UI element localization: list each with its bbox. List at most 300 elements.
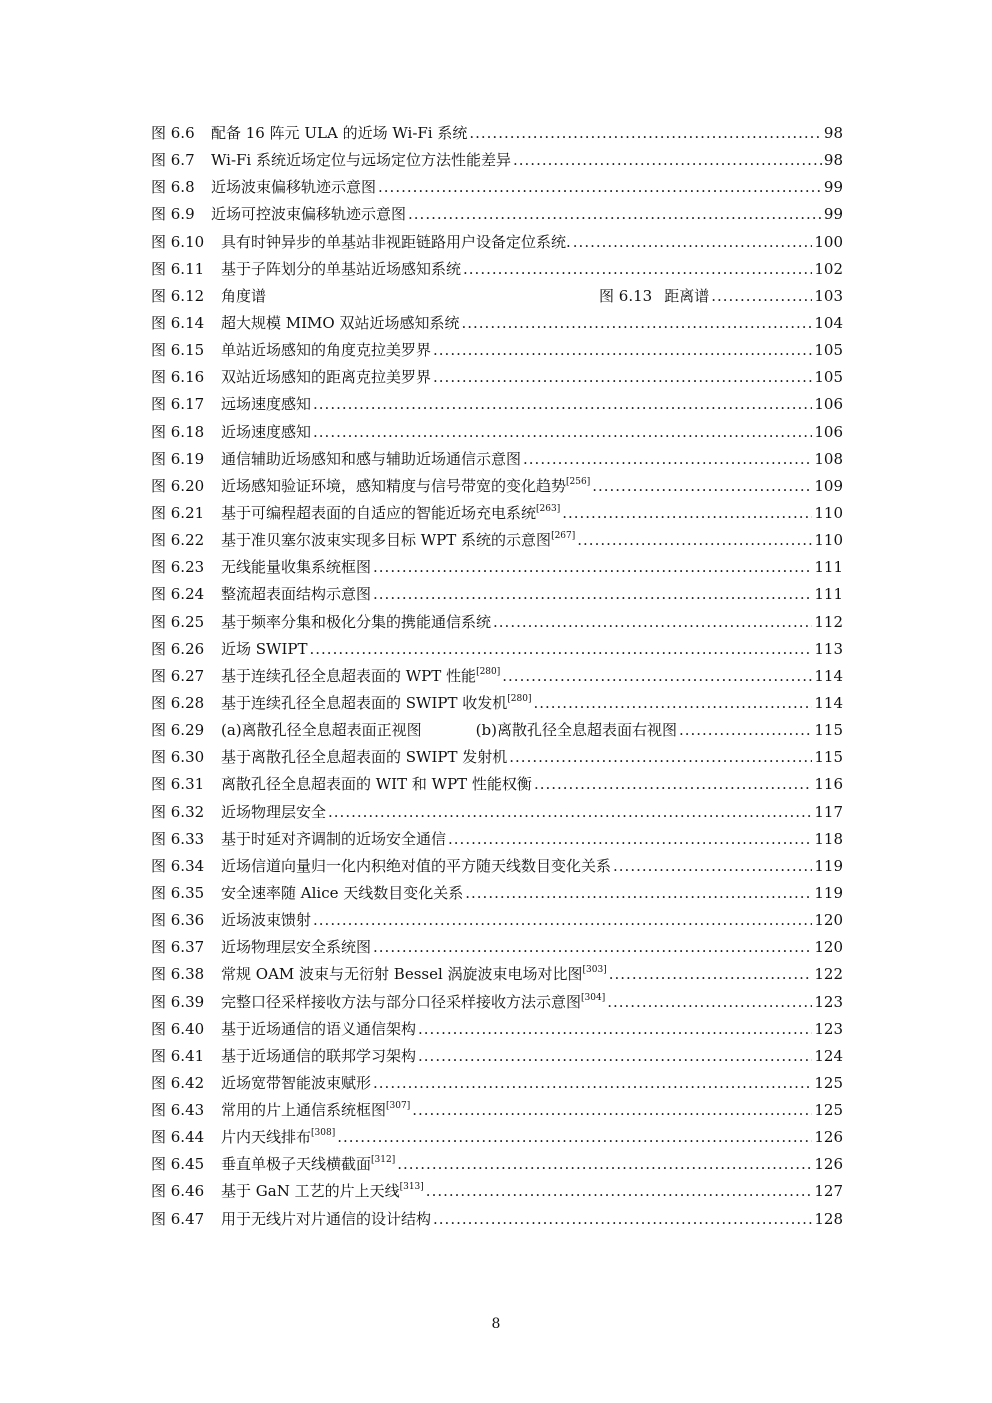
toc-entry-body [221,909,843,931]
toc-entry-body [221,448,843,470]
figure-number: 图 6.35 [151,883,205,902]
page-ref: 119 [814,883,843,902]
page-ref: 105 [814,368,843,387]
citation-ref: [304] [581,992,606,1003]
dot-leader [433,1208,812,1230]
dot-leader [465,882,812,904]
figure-title [221,801,326,823]
page-number: 8 [491,1316,501,1332]
dot-leader [448,828,812,850]
toc-entry-body [221,882,843,904]
toc-entry[interactable] [151,611,843,638]
toc-entry-body [221,719,843,741]
figure-number: 图 6.25 [151,612,205,631]
figure-title [221,828,446,850]
citation-ref: [313] [399,1182,424,1193]
figure-number: 图 6.36 [151,911,205,930]
toc-entry-body [221,1180,843,1202]
page-ref: 126 [814,1128,843,1147]
figure-title [221,475,590,497]
figure-title-text: 整流超表面结构示意图 [221,585,372,604]
figure-title-text: 近场波束偏移轨迹示意图 [211,178,377,197]
toc-entry-body [221,991,843,1013]
page-ref: 122 [814,965,843,984]
toc-entry[interactable] [151,258,843,285]
toc-entry-body [221,529,843,551]
toc-entry-body [221,855,843,877]
toc-entry[interactable] [151,638,843,665]
figure-title [221,611,491,633]
toc-entry[interactable] [151,231,843,258]
citation-ref: [280] [507,693,532,704]
figure-number: 图 6.16 [151,368,205,387]
toc-entry-body [221,1045,843,1067]
toc-entry[interactable] [151,719,843,746]
figure-title-text: 角度谱 [221,286,267,305]
dot-leader [577,529,812,551]
toc-entry-body [221,1153,843,1175]
figure-number: 图 6.37 [151,938,205,957]
page-ref: 102 [814,259,843,278]
toc-entry[interactable] [151,828,843,855]
dot-leader [523,448,812,470]
figure-number: 图 6.7 [151,151,195,170]
toc-entry[interactable] [151,583,843,610]
dot-leader [509,746,812,768]
toc-entry[interactable] [151,122,843,149]
page-ref: 98 [823,124,843,142]
dot-leader [373,583,812,605]
toc-entry-body [221,1072,843,1094]
figure-number: 图 6.14 [151,313,205,332]
page-ref: 124 [814,1046,843,1065]
toc-entry-body [221,421,843,443]
page-ref: 126 [814,1155,843,1174]
toc-entry-body [221,1018,843,1040]
toc-entry[interactable] [151,176,843,203]
figure-title [221,1018,416,1040]
dot-leader [408,203,822,225]
figure-title-text: 基于准贝塞尔波束实现多目标 WPT 系统的示意图 [221,531,552,550]
dot-leader [412,1099,812,1121]
toc-entry[interactable] [151,502,843,529]
figure-title-text: (a)离散孔径全息超表面正视图 [221,721,422,740]
toc-entry[interactable] [151,801,843,828]
figure-title-text: 近场物理层安全 [221,802,327,821]
citation-ref: [308] [311,1128,336,1139]
toc-entry[interactable] [151,366,843,393]
figure-title-text: 用于无线片对片通信的设计结构 [221,1209,432,1228]
dot-leader [313,909,812,931]
figure-number: 图 6.45 [151,1155,205,1174]
figure-number: 图 6.17 [151,395,205,414]
page-ref: 109 [814,476,843,495]
dot-leader [461,312,812,334]
page-ref: 120 [814,938,843,957]
figure-title-text: 基于可编程超表面的自适应的智能近场充电系统 [221,503,537,522]
toc-entry-body [221,285,843,307]
toc-entry[interactable] [151,963,843,990]
figure-title [221,312,459,334]
page-ref: 115 [814,748,843,767]
page-ref: 123 [814,992,843,1011]
figure-number: 图 6.42 [151,1073,205,1092]
figure-title-text: Wi-Fi 系统近场定位与远场定位方法性能差异 [211,151,511,170]
toc-entry[interactable] [151,1072,843,1099]
figure-number: 图 6.41 [151,1046,205,1065]
page-ref: 117 [814,802,843,821]
figure-title-text: 基于时延对齐调制的近场安全通信 [221,829,447,848]
toc-entry-body [221,366,843,388]
page-ref: 111 [814,558,843,577]
figure-title-text: 完整口径采样接收方法与部分口径采样接收方法示意图 [221,992,582,1011]
figure-title [221,773,532,795]
figure-title-text: 垂直单极子天线横截面 [221,1155,372,1174]
dot-leader [418,1018,812,1040]
figure-number: 图 6.12 [151,286,205,305]
figure-title [211,203,406,225]
toc-entry-body [211,203,843,225]
page-ref: 114 [814,693,843,712]
figure-number: 图 6.11 [151,259,205,278]
toc-entry-body [221,828,843,850]
dot-leader [313,421,812,443]
figure-title-text: 基于连续孔径全息超表面的 SWIPT 收发机 [221,693,508,712]
figure-number: 图 6.19 [151,449,205,468]
dot-leader [433,366,812,388]
toc-entry-body [211,149,843,171]
toc-entry-body [221,665,843,687]
figure-number: 图 6.24 [151,585,205,604]
toc-entry-body [221,312,843,334]
figure-title-text: 超大规模 MIMO 双站近场感知系统 [221,313,460,332]
page-ref: 103 [814,286,843,305]
citation-ref: [256] [566,476,591,487]
figure-number: 图 6.21 [151,503,205,522]
dot-leader [378,176,822,198]
toc-entry[interactable] [151,421,843,448]
figure-title [221,556,371,578]
toc-entry-body [211,122,843,144]
figure-title-text: 片内天线排布 [221,1128,312,1147]
page-ref: 112 [814,612,843,631]
figure-number: 图 6.32 [151,802,205,821]
figure-title-text: 双站近场感知的距离克拉美罗界 [221,368,432,387]
figure-number: 图 6.43 [151,1101,205,1120]
figure-title-text: 基于子阵划分的单基站近场感知系统 [221,259,462,278]
toc-entry[interactable] [151,285,843,312]
figure-title-text: 近场可控波束偏移轨迹示意图 [211,205,407,224]
figure-title-text: 安全速率随 Alice 天线数目变化关系 [221,883,464,902]
toc-entry[interactable] [151,692,843,719]
citation-ref: [267] [551,531,576,542]
figure-title [221,285,266,307]
figure-title [211,122,467,144]
toc-entry[interactable] [151,448,843,475]
figure-title [221,529,575,551]
toc-entry-body [211,176,843,198]
toc-entry-body [221,339,843,361]
dot-leader [613,855,812,877]
toc-entry-body [221,393,843,415]
toc-entry[interactable] [151,909,843,936]
citation-ref: [263] [536,503,561,514]
figure-title [221,855,611,877]
page-ref: 115 [814,721,843,740]
figure-number: 图 6.15 [151,341,205,360]
figure-number: 图 6.18 [151,422,205,441]
figure-title-secondary: (b)离散孔径全息超表面右视图 [475,721,677,740]
toc-entry[interactable] [151,882,843,909]
figure-title [221,258,461,280]
dot-leader [679,719,812,741]
figure-title [221,1072,371,1094]
page-ref: 110 [814,503,843,522]
figure-number: 图 6.29 [151,721,205,740]
toc-entry[interactable] [151,773,843,800]
figure-title [221,963,607,985]
toc-entry-body [221,475,843,497]
figure-number: 图 6.8 [151,178,195,197]
dot-leader [373,1072,812,1094]
toc-entry[interactable] [151,149,843,176]
toc-entry-body [221,746,843,768]
figure-title [221,421,311,443]
toc-entry[interactable] [151,556,843,583]
figure-title-text: 近场物理层安全系统图 [221,938,372,957]
figure-title [221,991,605,1013]
dot-leader [493,611,812,633]
page-ref: 114 [814,666,843,685]
figure-title-text: 近场速度感知 [221,422,312,441]
figure-title-text: 基于连续孔径全息超表面的 WPT 性能 [221,666,477,685]
dot-leader [534,773,812,795]
figure-title [221,366,431,388]
toc-entry-body [221,556,843,578]
toc-entry[interactable] [151,746,843,773]
toc-entry-body [221,1208,843,1230]
dot-leader [607,991,812,1013]
figure-number: 图 6.30 [151,748,205,767]
figure-title [221,936,371,958]
dot-leader [463,258,812,280]
dot-leader [328,801,812,823]
dot-leader [433,339,812,361]
figure-number: 图 6.27 [151,666,205,685]
page-ref: 120 [814,911,843,930]
figure-title [221,665,500,687]
toc-entry[interactable] [151,936,843,963]
page-ref: 128 [814,1209,843,1228]
figure-number: 图 6.10 [151,232,205,251]
page-ref: 105 [814,341,843,360]
figure-title [221,882,463,904]
figure-title-text: 常规 OAM 波束与无衍射 Bessel 涡旋波束电场对比图 [221,965,583,984]
toc-entry-body [221,801,843,823]
figure-title [221,1045,416,1067]
toc-entry[interactable] [151,1018,843,1045]
figure-title-text: 近场宽带智能波束赋形 [221,1073,372,1092]
citation-ref: [312] [371,1155,396,1166]
toc-entry[interactable] [151,529,843,556]
figure-title-secondary: 距离谱 [664,286,710,305]
page-ref: 111 [814,585,843,604]
toc-entry[interactable] [151,475,843,502]
figure-title [221,231,571,253]
figure-title-text: 基于近场通信的语义通信架构 [221,1019,417,1038]
figure-title [221,502,560,524]
toc-entry[interactable] [151,393,843,420]
page-ref: 104 [814,313,843,332]
toc-entry-body [221,1099,843,1121]
figure-title-text: 基于近场通信的联邦学习架构 [221,1046,417,1065]
page-ref: 125 [814,1101,843,1120]
toc-entry-body [221,611,843,633]
figure-title-text: 基于频率分集和极化分集的携能通信系统 [221,612,492,631]
figure-title [221,448,521,470]
figure-title-text: 基于 GaN 工艺的片上天线 [221,1182,400,1201]
page-ref: 100 [814,232,843,251]
page-ref: 127 [814,1182,843,1201]
toc-entry[interactable] [151,1180,843,1207]
list-of-figures [151,122,843,1235]
dot-leader [397,1153,812,1175]
figure-title-text: 离散孔径全息超表面的 WIT 和 WPT 性能权衡 [221,775,532,794]
dot-leader [373,936,812,958]
figure-title-text: 通信辅助近场感知和感与辅助近场通信示意图 [221,449,522,468]
dot-leader [513,149,822,171]
citation-ref: [280] [476,666,501,677]
page-ref: 119 [814,856,843,875]
page-ref: 125 [814,1073,843,1092]
toc-entry[interactable] [151,1045,843,1072]
figure-number: 图 6.34 [151,856,205,875]
figure-number: 图 6.40 [151,1019,205,1038]
toc-entry-body [221,1126,843,1148]
figure-title-text: 近场 SWIPT [221,639,308,658]
figure-number: 图 6.26 [151,639,205,658]
figure-title [221,393,311,415]
figure-title [211,176,376,198]
dot-leader [426,1180,813,1202]
page-ref: 108 [814,449,843,468]
dot-leader [573,231,813,253]
toc-entry-body [221,258,843,280]
toc-entry-body [221,936,843,958]
figure-title-text: 近场感知验证环境，感知精度与信号带宽的变化趋势 [221,476,567,495]
toc-entry[interactable] [151,339,843,366]
figure-title-text: 近场波束馈射 [221,911,312,930]
figure-title [221,583,371,605]
figure-title-text: 单站近场感知的角度克拉美罗界 [221,341,432,360]
toc-entry[interactable] [151,991,843,1018]
figure-number: 图 6.38 [151,965,205,984]
figure-title [221,638,308,660]
figure-title-text: 配备 16 阵元 ULA 的近场 Wi-Fi 系统 [211,124,468,142]
figure-number: 图 6.6 [151,124,195,142]
dot-leader [533,692,812,714]
figure-number: 图 6.33 [151,829,205,848]
figure-title [221,1099,410,1121]
page-ref: 123 [814,1019,843,1038]
figure-title-text: 远场速度感知 [221,395,312,414]
dot-leader [502,665,812,687]
figure-title [221,746,507,768]
dot-leader [609,963,813,985]
figure-title-text: 常用的片上通信系统框图 [221,1101,387,1120]
dot-leader [562,502,812,524]
figure-number: 图 6.39 [151,992,205,1011]
figure-title [211,149,511,171]
dot-leader [310,638,813,660]
dot-leader [592,475,812,497]
page-ref: 99 [823,205,843,224]
figure-number: 图 6.47 [151,1209,205,1228]
figure-title-text: 基于离散孔径全息超表面的 SWIPT 发射机 [221,748,508,767]
toc-entry-body [221,692,843,714]
toc-entry[interactable] [151,665,843,692]
figure-title [221,1208,431,1230]
toc-entry-body [221,583,843,605]
citation-ref: [307] [386,1101,411,1112]
toc-entry[interactable] [151,312,843,339]
toc-entry-body [221,231,843,253]
figure-title [221,1153,395,1175]
toc-entry-body [221,638,843,660]
figure-number: 图 6.22 [151,531,205,550]
figure-title [221,339,431,361]
dot-leader [313,393,812,415]
citation-ref: [303] [582,965,607,976]
toc-entry[interactable] [151,855,843,882]
figure-number-secondary: 图 6.13 [599,286,653,305]
page-ref: 116 [814,775,843,794]
figure-title [221,909,311,931]
figure-number: 图 6.9 [151,205,195,224]
figure-title [221,1126,335,1148]
figure-number: 图 6.20 [151,476,205,495]
page-ref: 98 [823,151,843,170]
toc-entry[interactable] [151,1153,843,1180]
toc-entry-body [221,773,843,795]
page-ref: 106 [814,395,843,414]
page-ref: 113 [814,639,843,658]
dot-leader [469,122,822,144]
figure-title-text: 无线能量收集系统框图 [221,558,372,577]
figure-title [221,692,531,714]
page-ref: 118 [814,829,843,848]
dot-leader [373,556,812,578]
toc-entry[interactable] [151,1126,843,1153]
page-ref: 106 [814,422,843,441]
figure-title [221,1180,424,1202]
toc-entry[interactable] [151,1099,843,1126]
figure-number: 图 6.31 [151,775,205,794]
figure-number: 图 6.23 [151,558,205,577]
page-ref: 99 [823,178,843,197]
dot-leader [337,1126,812,1148]
toc-entry-body [221,963,843,985]
figure-number: 图 6.44 [151,1128,205,1147]
figure-number: 图 6.28 [151,693,205,712]
figure-number: 图 6.46 [151,1182,205,1201]
toc-entry[interactable] [151,1208,843,1235]
dot-leader [711,285,812,307]
figure-title [221,719,422,741]
page-ref: 110 [814,531,843,550]
dot-leader [418,1045,812,1067]
toc-entry[interactable] [151,203,843,230]
